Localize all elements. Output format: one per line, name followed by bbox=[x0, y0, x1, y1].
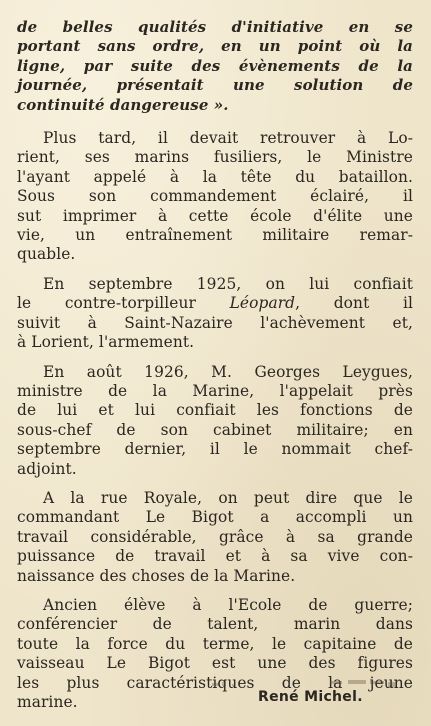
text-line: puissance de travail et à sa vive con- bbox=[17, 547, 413, 566]
quote-paragraph bbox=[17, 18, 413, 115]
text-line: adjoint. bbox=[17, 459, 77, 478]
text-line: septembre dernier, il le nommait chef- bbox=[17, 440, 413, 459]
text-line: suivit à Saint-Nazaire l'achèvement et, bbox=[17, 313, 413, 332]
quote-line: journée, présentait une solution de bbox=[17, 76, 413, 95]
paragraph-leygues bbox=[17, 363, 413, 479]
quote-line: continuité dangereuse ». bbox=[17, 95, 229, 114]
text-line: En août 1926, M. Georges Leygues, bbox=[43, 362, 413, 381]
article-column bbox=[17, 18, 413, 712]
text-line: de lui et lui confiait les fonctions de bbox=[17, 401, 413, 420]
text-line: Plus tard, il devait retrouver à Lo- bbox=[43, 129, 413, 148]
text-line: sous-chef de son cabinet militaire; en bbox=[17, 420, 413, 439]
text-line: rient, ses marins fusiliers, le Ministre bbox=[17, 148, 413, 167]
text-fragment: le contre-torpilleur bbox=[17, 294, 230, 313]
text-line: vie, un entraînement militaire remar- bbox=[17, 226, 413, 245]
quote-line: de belles qualités d'initiative en se bbox=[17, 18, 413, 36]
text-line: à Lorient, l'armement. bbox=[17, 333, 195, 352]
text-line: Ancien élève à l'Ecole de guerre; bbox=[43, 595, 413, 614]
text-line: les plus caractéristiques de la jeune bbox=[17, 673, 413, 692]
text-line: l'ayant appelé à la tête du bataillon. bbox=[17, 167, 413, 186]
text-line: Sous son commandement éclairé, il bbox=[17, 187, 413, 206]
text-line: A la rue Royale, on peut dire que le bbox=[43, 488, 413, 507]
text-fragment: , dont il bbox=[295, 294, 413, 313]
paragraph-lorient bbox=[17, 129, 413, 265]
ship-name: Léopard bbox=[229, 294, 296, 313]
text-line: vaisseau Le Bigot est une des figures bbox=[17, 654, 413, 673]
text-line: toute la force du terme, le capitaine de bbox=[17, 634, 413, 653]
text-line: conférencier de talent, marin dans bbox=[17, 615, 413, 634]
text-line: quable. bbox=[17, 245, 76, 264]
text-line bbox=[17, 294, 413, 313]
text-line: ministre de la Marine, l'appelait près bbox=[17, 381, 413, 400]
paragraph-leopard bbox=[17, 275, 413, 353]
text-line: commandant Le Bigot a accompli un bbox=[17, 508, 413, 527]
text-line: travail considérable, grâce à sa grande bbox=[17, 527, 413, 546]
quote-line: portant sans ordre, en un point où la bbox=[17, 37, 413, 56]
quote-line: ligne, par suite des évènements de la bbox=[17, 56, 413, 75]
text-line: marine. bbox=[17, 693, 78, 711]
paragraph-rue-royale bbox=[17, 489, 413, 586]
author-signature: René Michel. bbox=[258, 689, 363, 705]
text-line: En septembre 1925, on lui confiait bbox=[43, 274, 413, 293]
text-line: naissance des choses de la Marine. bbox=[17, 566, 296, 585]
text-line: sut imprimer à cette école d'élite une bbox=[17, 206, 413, 225]
